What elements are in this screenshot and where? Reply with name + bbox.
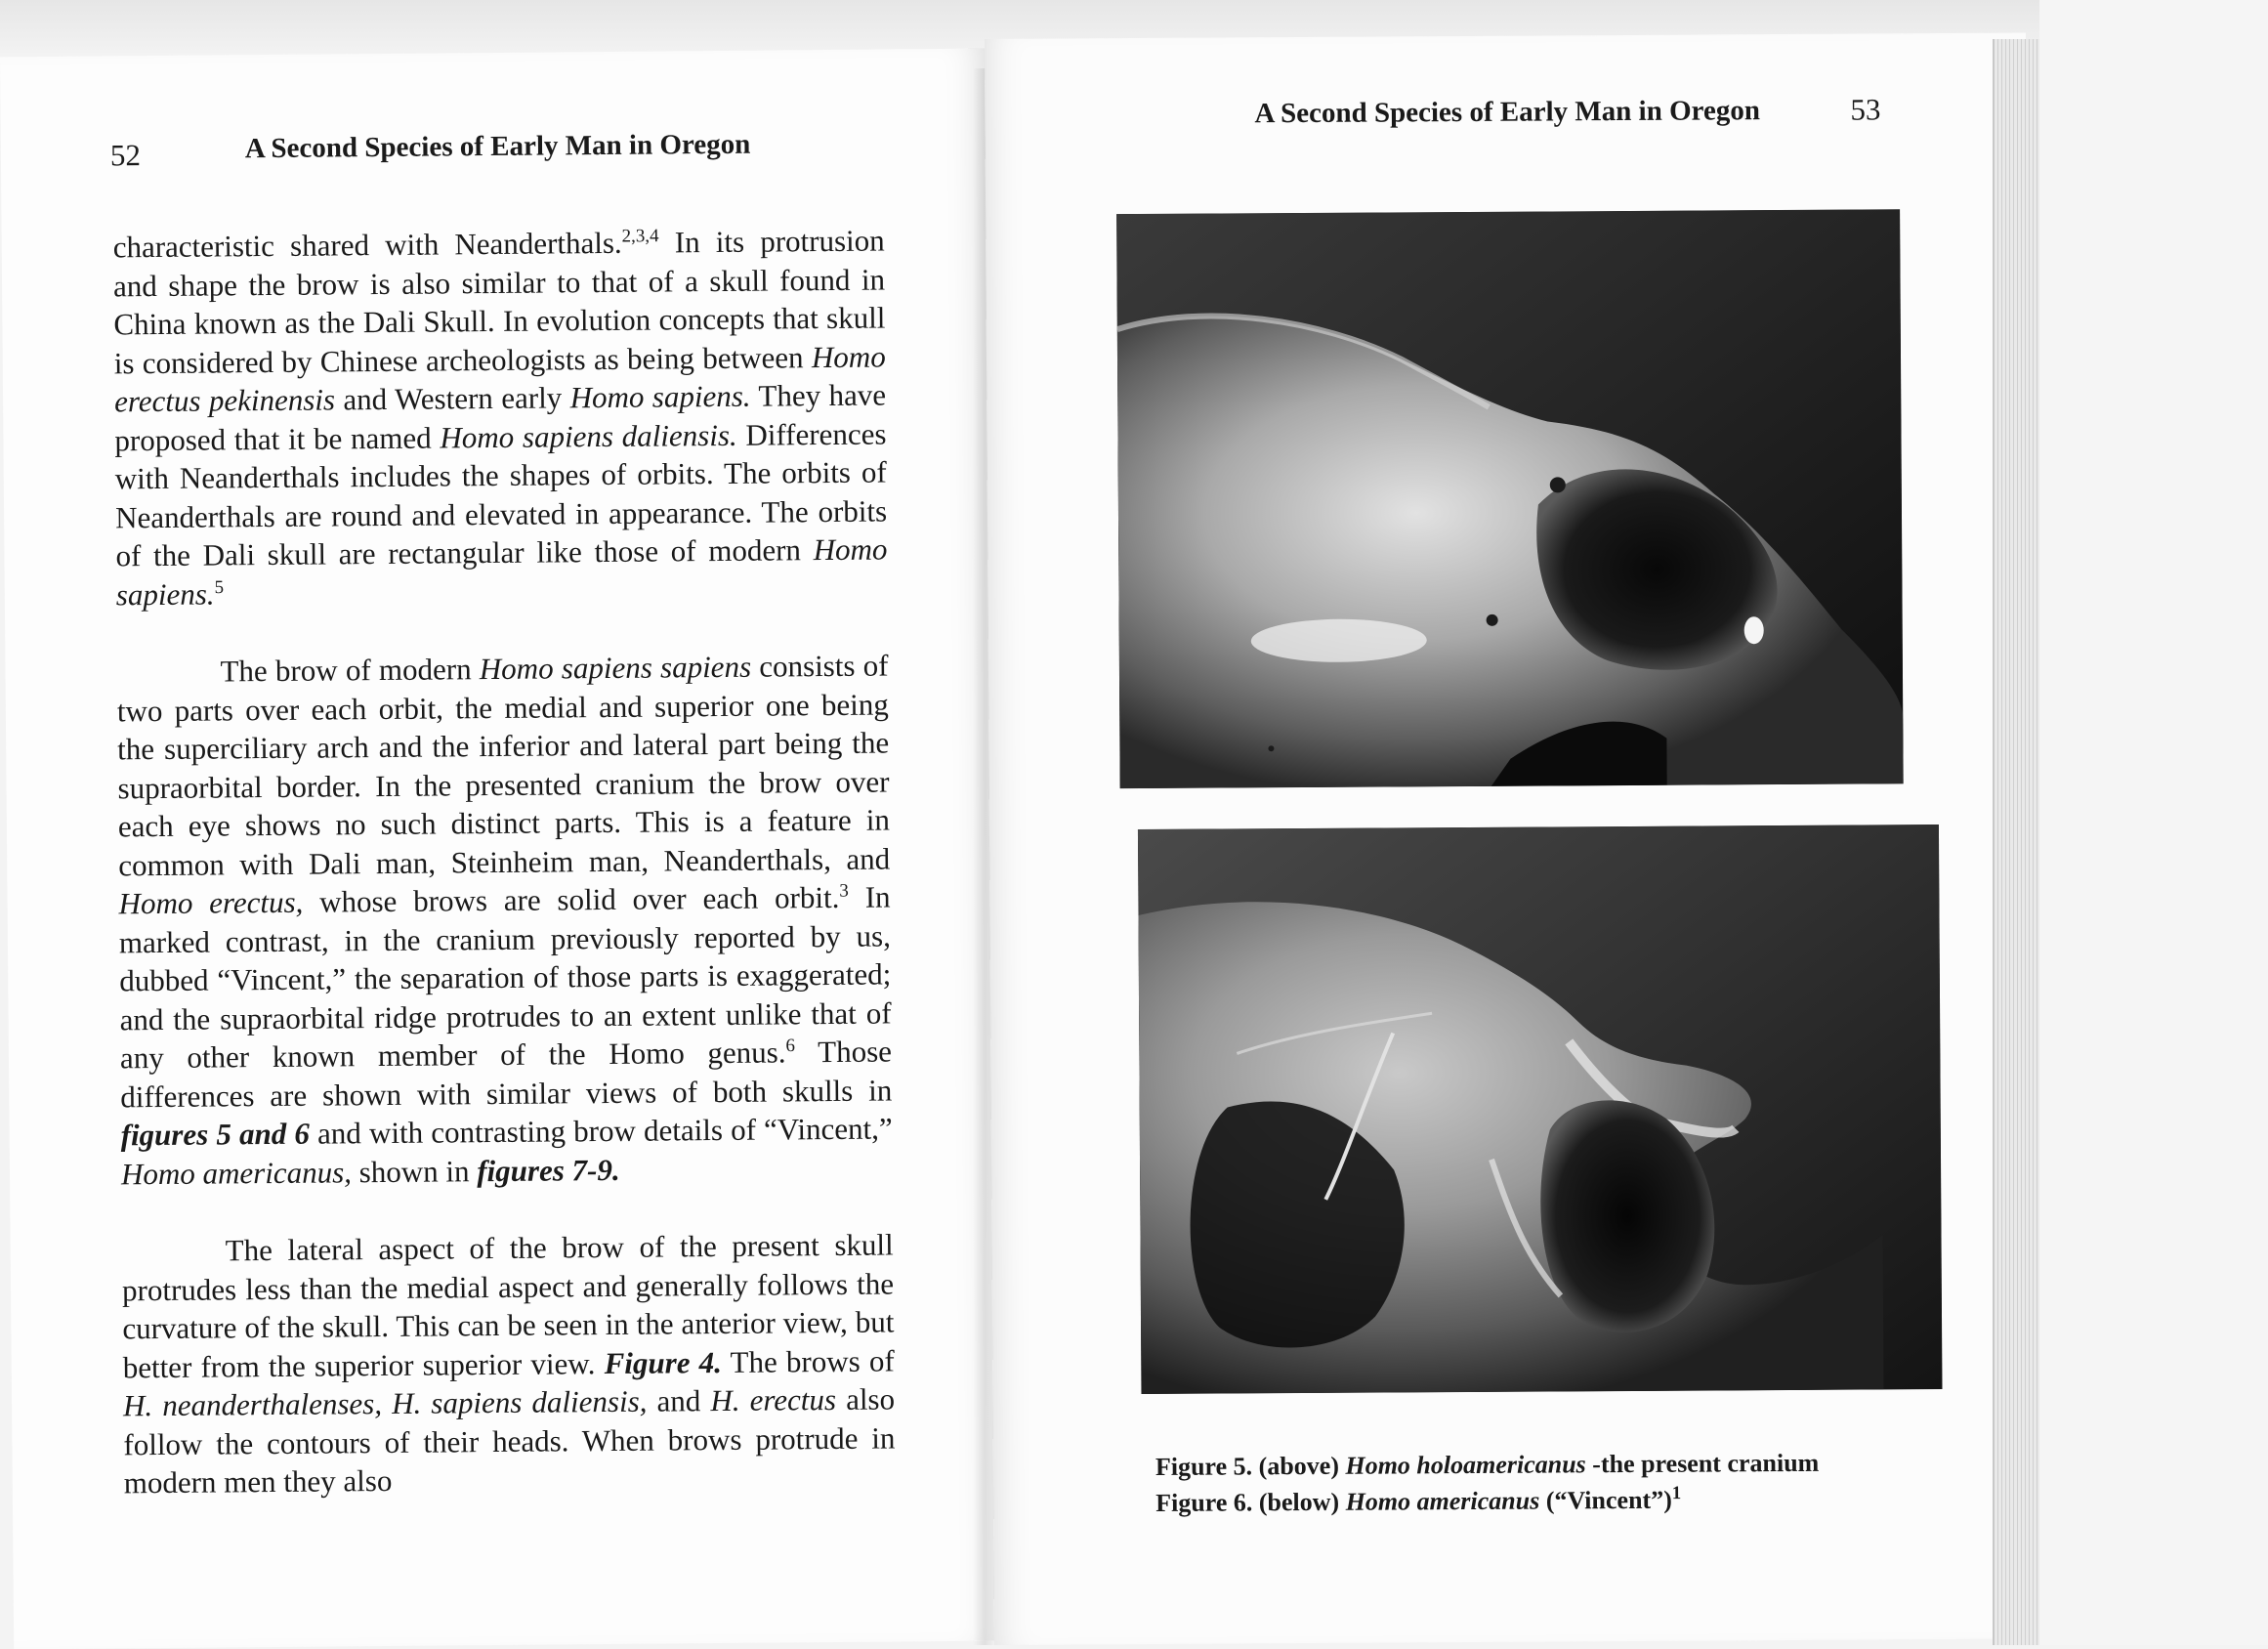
- caption-figure-5: [1155, 1444, 1995, 1485]
- taxon-name: H. erectus: [710, 1381, 837, 1418]
- footnote-ref: 1: [1671, 1483, 1682, 1504]
- caption-text: (“Vincent”): [1539, 1485, 1672, 1515]
- body-text: [113, 222, 896, 1502]
- taxon-name: Homo sapiens sapiens: [479, 649, 752, 687]
- caption-figure-6: [1155, 1480, 1995, 1521]
- footnote-ref: 2,3,4: [621, 226, 659, 247]
- running-title: A Second Species of Early Man in Oregon: [1254, 95, 1761, 130]
- text-run: In marked contrast, in the cranium previously reported by us, dubbed “Vincent,” the separation of those parts is exaggerated; and the supraorbital ridge protrudes to an extent unlike that of any other known member of the Homo genus.: [118, 879, 892, 1076]
- footnote-ref: 6: [785, 1036, 796, 1057]
- text-run: Those differences are shown with similar views of both skulls in: [120, 1034, 893, 1114]
- book-spread: [0, 39, 2268, 1645]
- page-number: 53: [1850, 92, 1881, 127]
- figure-caption: [1155, 1444, 1995, 1521]
- text-run: characteristic shared with Neanderthals.: [112, 225, 622, 265]
- figure-reference: figures 5 and 6: [120, 1116, 311, 1153]
- right-page: [985, 32, 2036, 1644]
- taxon-name: Homo holoamericanus: [1345, 1450, 1586, 1480]
- figure-reference: figures 7-9.: [477, 1152, 620, 1188]
- footnote-ref: 5: [214, 576, 225, 598]
- paragraph-2: [116, 646, 893, 1193]
- taxon-name: Homo erectus pekinensis: [113, 338, 886, 419]
- taxon-name: Homo erectus,: [118, 884, 304, 921]
- skull-photo-figure-5: [1116, 209, 1904, 788]
- text-run: and with contrasting brow details of “Vincent,”: [309, 1111, 893, 1151]
- page-number: 52: [109, 138, 142, 173]
- paragraph-1: [113, 222, 888, 614]
- taxon-name: Homo sapiens daliensis.: [440, 417, 737, 454]
- running-title: A Second Species of Early Man in Oregon: [244, 128, 751, 165]
- caption-label: Figure 6. (below): [1155, 1487, 1346, 1517]
- text-run: The brow of modern: [220, 652, 480, 689]
- text-run: and Western early: [334, 380, 570, 417]
- left-page-header: [110, 127, 950, 184]
- taxon-name: Homo americanus: [1345, 1486, 1540, 1516]
- text-run: also follow the contours of their heads. When brows protrude in modern men they also: [123, 1381, 896, 1501]
- text-run: consists of two parts over each orbit, the medial and superior one being the superciliary arch and the inferior and lateral part being the supraorbital border. In the presented cranium the brow over each eye shows no such distinct parts. This is a feature in common with Dali man, Steinheim man, Neanderthals, and: [116, 648, 891, 882]
- page-edges: [1993, 39, 2041, 1645]
- text-run: Differences with Neanderthals includes the shapes of orbits. The orbits of Neanderthals are round and elevated in appearance. The orbits of the Dali skull are rectangular like those of modern: [114, 415, 888, 573]
- taxon-name: Homo sapiens.: [569, 378, 751, 415]
- caption-label: Figure 5. (above): [1155, 1451, 1346, 1481]
- text-run: They have proposed that it be named: [114, 377, 887, 457]
- text-run: whose brows are solid over each orbit.: [303, 879, 840, 919]
- taxon-name: H. neanderthalenses, H. sapiens daliensis,: [122, 1383, 648, 1423]
- figure-reference: Figure 4.: [604, 1344, 723, 1380]
- text-run: and: [647, 1383, 711, 1418]
- caption-text: -the present cranium: [1585, 1448, 1820, 1479]
- text-run: In its protrusion and shape the brow is also similar to that of a skull found in China known as the Dali Skull. In evolution concepts that skull is considered by Chinese archeologists as being between: [112, 223, 886, 380]
- text-run: The brows of: [721, 1342, 895, 1379]
- paragraph-3: [122, 1225, 896, 1501]
- text-run: The lateral aspect of the brow of the present skull protrudes less than the medial aspect and generally follows the curvature of the skull. This can be seen in the anterior view, but better from the superior superior view.: [121, 1227, 895, 1384]
- skull-image: [1116, 209, 1904, 788]
- taxon-name: Homo americanus,: [120, 1154, 353, 1191]
- footnote-ref: 3: [839, 880, 849, 902]
- skull-photo-figure-6: [1138, 824, 1943, 1394]
- taxon-name: Homo sapiens.: [115, 531, 888, 612]
- right-page-header: [985, 93, 2026, 148]
- scanner-background: [2039, 0, 2268, 1645]
- left-page: [0, 49, 998, 1649]
- skull-image: [1138, 824, 1943, 1394]
- text-run: shown in: [351, 1153, 478, 1189]
